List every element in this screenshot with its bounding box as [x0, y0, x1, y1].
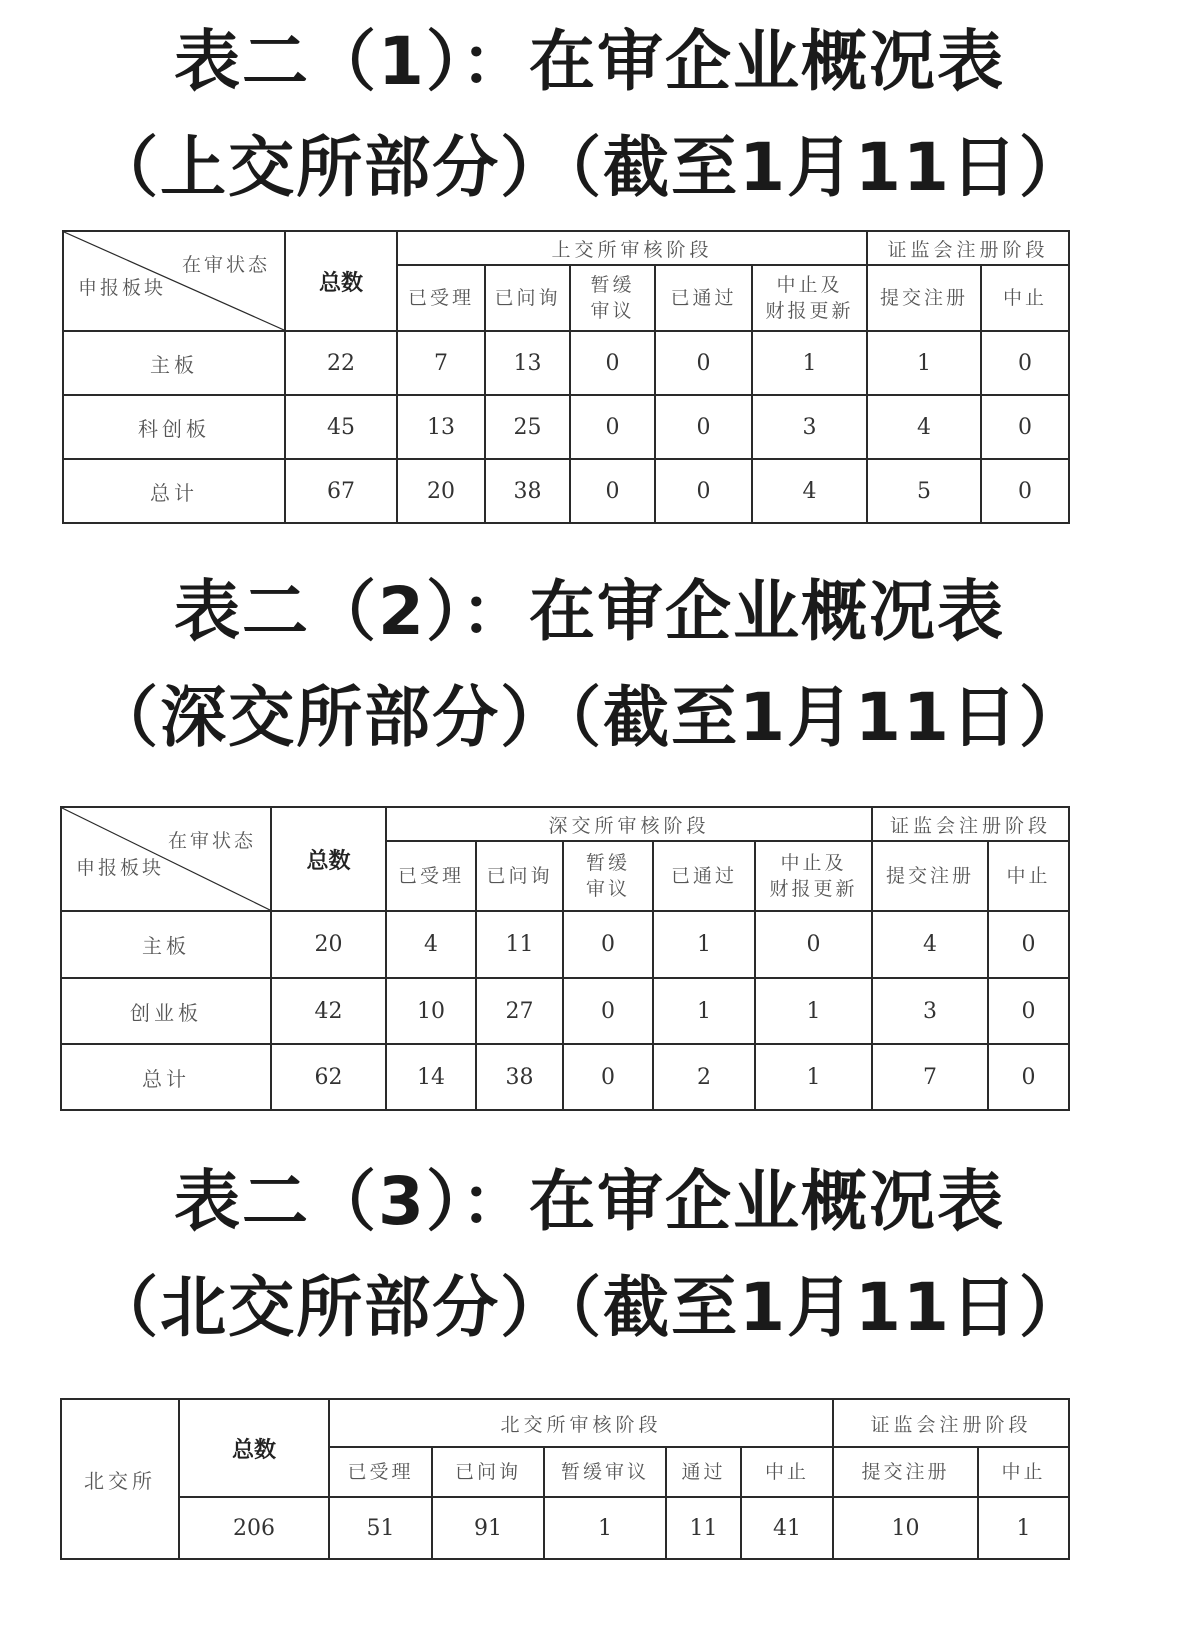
cell-value: 5 — [867, 459, 981, 523]
cell-value: 0 — [563, 978, 653, 1044]
cell-value: 11 — [666, 1497, 741, 1559]
cell-value: 51 — [329, 1497, 432, 1559]
cell-value: 1 — [978, 1497, 1069, 1559]
cell-value: 38 — [485, 459, 570, 523]
cell-value: 25 — [485, 395, 570, 459]
csrc-stage-header: 证监会注册阶段 — [872, 807, 1069, 841]
cell-value: 0 — [981, 395, 1069, 459]
total-header: 总数 — [179, 1399, 329, 1497]
table1-shanghai — [62, 230, 1070, 524]
row-label: 主板 — [63, 331, 285, 395]
column-header: 已通过 — [655, 265, 752, 331]
cell-value: 1 — [755, 1044, 872, 1110]
cell-value: 3 — [752, 395, 867, 459]
column-header: 中止 — [981, 265, 1069, 331]
total-header: 总数 — [271, 807, 386, 911]
cell-value: 1 — [544, 1497, 666, 1559]
total-value: 20 — [271, 911, 386, 978]
cell-value: 13 — [397, 395, 485, 459]
table-row — [63, 331, 1069, 395]
cell-value: 0 — [988, 1044, 1069, 1110]
table2-title-line2: （深交所部分）（截至1月11日） — [92, 679, 1087, 756]
cell-value: 0 — [981, 331, 1069, 395]
table2-corner-cell — [61, 807, 271, 911]
cell-value: 0 — [655, 331, 752, 395]
corner-bottom-label: 申报板块 — [76, 857, 165, 879]
row-label: 创业板 — [61, 978, 271, 1044]
cell-value: 27 — [476, 978, 563, 1044]
column-header: 提交注册 — [872, 841, 988, 911]
cell-value: 1 — [752, 331, 867, 395]
csrc-stage-header: 证监会注册阶段 — [833, 1399, 1069, 1447]
table-row — [63, 395, 1069, 459]
table2-title-line1: 表二（2）：在审企业概况表 — [174, 573, 1005, 650]
total-value: 67 — [285, 459, 397, 523]
cell-value: 1 — [867, 331, 981, 395]
total-value: 45 — [285, 395, 397, 459]
cell-value: 0 — [563, 1044, 653, 1110]
total-value: 206 — [179, 1497, 329, 1559]
total-value: 42 — [271, 978, 386, 1044]
column-header: 中止 — [741, 1447, 833, 1497]
column-header: 暂缓 审议 — [563, 841, 653, 911]
table-row — [61, 911, 1069, 978]
cell-value: 0 — [981, 459, 1069, 523]
table3-title-line2: （北交所部分）（截至1月11日） — [92, 1269, 1087, 1346]
cell-value: 0 — [988, 911, 1069, 978]
column-header: 已受理 — [386, 841, 476, 911]
cell-value: 11 — [476, 911, 563, 978]
column-header: 已问询 — [432, 1447, 544, 1497]
row-label: 主板 — [61, 911, 271, 978]
column-header: 已问询 — [485, 265, 570, 331]
total-value: 22 — [285, 331, 397, 395]
cell-value: 1 — [755, 978, 872, 1044]
cell-value: 7 — [397, 331, 485, 395]
exchange-stage-header: 上交所审核阶段 — [397, 231, 867, 265]
cell-value: 4 — [867, 395, 981, 459]
corner-bottom-label: 申报板块 — [78, 277, 167, 299]
column-header: 提交注册 — [867, 265, 981, 331]
table3-beijing — [60, 1398, 1070, 1560]
table1-title-line1: 表二（1）：在审企业概况表 — [174, 23, 1005, 100]
cell-value: 20 — [397, 459, 485, 523]
csrc-stage-header: 证监会注册阶段 — [867, 231, 1069, 265]
cell-value: 41 — [741, 1497, 833, 1559]
cell-value: 1 — [653, 978, 755, 1044]
cell-value: 7 — [872, 1044, 988, 1110]
cell-value: 14 — [386, 1044, 476, 1110]
table-row — [63, 459, 1069, 523]
column-header: 已问询 — [476, 841, 563, 911]
column-header: 中止 — [978, 1447, 1069, 1497]
column-header: 暂缓审议 — [544, 1447, 666, 1497]
cell-value: 0 — [655, 459, 752, 523]
column-header: 中止及 财报更新 — [755, 841, 872, 911]
corner-top-label: 在审状态 — [167, 830, 256, 852]
cell-value: 10 — [386, 978, 476, 1044]
cell-value: 13 — [485, 331, 570, 395]
cell-value: 0 — [988, 978, 1069, 1044]
cell-value: 4 — [386, 911, 476, 978]
column-header: 提交注册 — [833, 1447, 978, 1497]
cell-value: 10 — [833, 1497, 978, 1559]
row-label: 总计 — [63, 459, 285, 523]
table1-corner-cell — [63, 231, 285, 331]
column-header: 已受理 — [397, 265, 485, 331]
row-label-beijing: 北交所 — [61, 1399, 179, 1559]
table-row — [61, 978, 1069, 1044]
exchange-stage-header: 深交所审核阶段 — [386, 807, 872, 841]
cell-value: 0 — [655, 395, 752, 459]
table-row — [61, 1044, 1069, 1110]
column-header: 通过 — [666, 1447, 741, 1497]
exchange-stage-header: 北交所审核阶段 — [329, 1399, 833, 1447]
cell-value: 0 — [755, 911, 872, 978]
table1-title-line2: （上交所部分）（截至1月11日） — [92, 129, 1087, 206]
cell-value: 4 — [872, 911, 988, 978]
table3-title-line1: 表二（3）：在审企业概况表 — [174, 1163, 1005, 1240]
cell-value: 0 — [570, 331, 655, 395]
table2-shenzhen — [60, 806, 1070, 1111]
column-header: 暂缓 审议 — [570, 265, 655, 331]
cell-value: 1 — [653, 911, 755, 978]
row-label: 总计 — [61, 1044, 271, 1110]
cell-value: 4 — [752, 459, 867, 523]
column-header: 已受理 — [329, 1447, 432, 1497]
cell-value: 0 — [563, 911, 653, 978]
cell-value: 2 — [653, 1044, 755, 1110]
column-header: 中止及 财报更新 — [752, 265, 867, 331]
total-value: 62 — [271, 1044, 386, 1110]
column-header: 中止 — [988, 841, 1069, 911]
cell-value: 91 — [432, 1497, 544, 1559]
cell-value: 3 — [872, 978, 988, 1044]
column-header: 已通过 — [653, 841, 755, 911]
row-label: 科创板 — [63, 395, 285, 459]
cell-value: 0 — [570, 459, 655, 523]
total-header: 总数 — [285, 231, 397, 331]
cell-value: 0 — [570, 395, 655, 459]
cell-value: 38 — [476, 1044, 563, 1110]
corner-top-label: 在审状态 — [181, 254, 270, 276]
